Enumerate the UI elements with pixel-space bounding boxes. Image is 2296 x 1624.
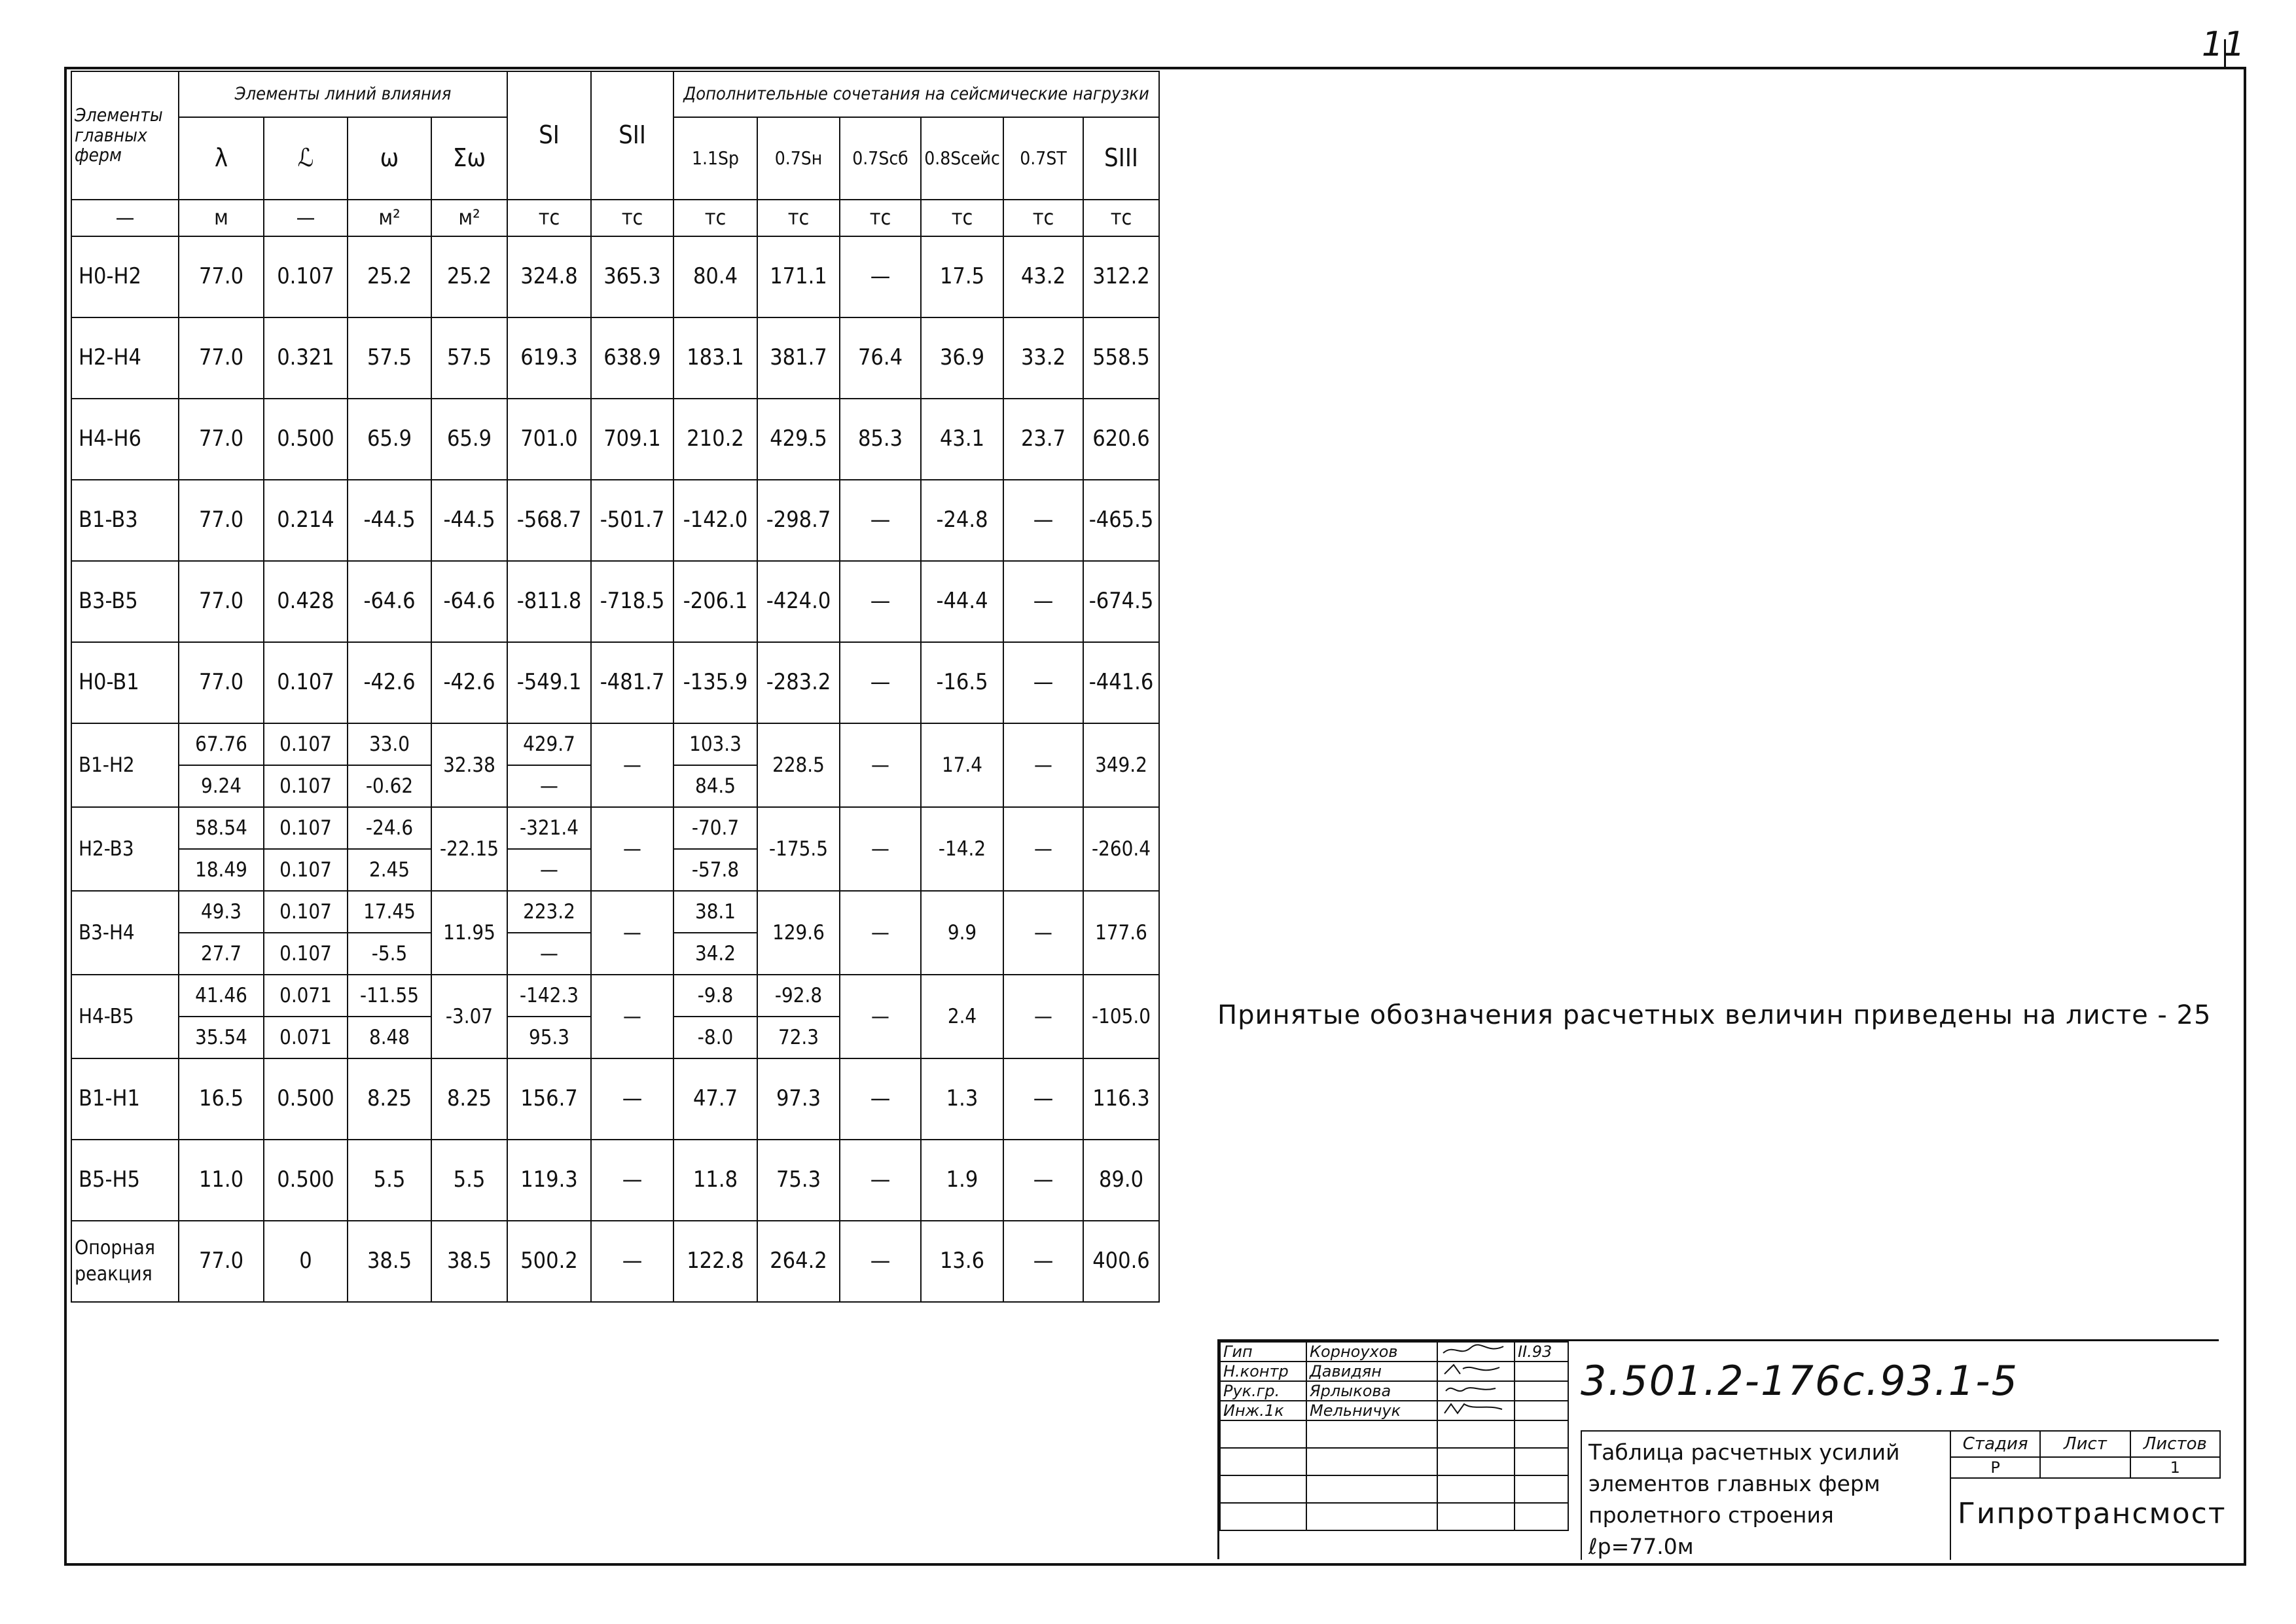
signature-scribble — [1441, 1401, 1506, 1416]
cell-omega: 5.5 — [348, 1140, 431, 1221]
unit-cell: тс — [1083, 200, 1159, 236]
unit-cell: тс — [757, 200, 840, 236]
cell-n07: 228.5 — [757, 723, 840, 807]
table-row — [71, 723, 1159, 765]
header-influence: Элементы линий влияния — [179, 71, 507, 117]
stage-value: Р — [1951, 1458, 2041, 1477]
cell-p11: 103.3 — [673, 723, 757, 765]
cell-S1: — — [507, 933, 591, 975]
date-nkontr — [1515, 1362, 1568, 1381]
symbol-cb07: 0.7Scб — [840, 117, 921, 200]
cell-S3: 558.5 — [1083, 317, 1159, 399]
cell-lambda: 35.54 — [179, 1017, 264, 1058]
table-row — [71, 1140, 1159, 1221]
drawing-title: Таблица расчетных усилий элементов главных ферм пролетного строения ℓp=77.0м — [1581, 1430, 1950, 1560]
cell-L: 0.107 — [264, 723, 348, 765]
cell-n07: -298.7 — [757, 480, 840, 561]
cell-S2: — — [591, 807, 673, 891]
signature-scribble — [1441, 1362, 1506, 1377]
cell-omega: 8.25 — [348, 1058, 431, 1140]
cell-S1: 429.7 — [507, 723, 591, 765]
cell-S3: -105.0 — [1083, 975, 1159, 1058]
table-row — [71, 642, 1159, 723]
sheet-label: Лист — [2041, 1432, 2130, 1456]
forces-table — [71, 71, 1160, 1303]
cell-p11: 47.7 — [673, 1058, 757, 1140]
cell-p11: -206.1 — [673, 561, 757, 642]
cell-S2: — — [591, 891, 673, 975]
cell-L: 0.071 — [264, 975, 348, 1017]
cell-S2: 709.1 — [591, 399, 673, 480]
cell-p11: 34.2 — [673, 933, 757, 975]
cell-cb07: — — [840, 561, 921, 642]
element-name: B1-H1 — [71, 1058, 179, 1140]
cell-lambda: 67.76 — [179, 723, 264, 765]
cell-p11: 183.1 — [673, 317, 757, 399]
cell-sum-omega: 32.38 — [431, 723, 507, 807]
sheets-value: 1 — [2131, 1458, 2221, 1477]
cell-p11: -135.9 — [673, 642, 757, 723]
header-elements: Элементы главных ферм — [71, 71, 179, 200]
cell-cb07: — — [840, 1058, 921, 1140]
cell-L: 0.107 — [264, 807, 348, 849]
cell-lambda: 77.0 — [179, 236, 264, 317]
cell-S1: 223.2 — [507, 891, 591, 933]
signature-table — [1219, 1341, 1569, 1531]
sheet-number: 11 — [2201, 25, 2245, 64]
cell-S3: 177.6 — [1083, 891, 1159, 975]
cell-S3: -465.5 — [1083, 480, 1159, 561]
cell-lambda: 49.3 — [179, 891, 264, 933]
date-gip: II.93 — [1515, 1342, 1568, 1362]
cell-seis08: 17.4 — [921, 723, 1003, 807]
cell-cb07: — — [840, 1221, 921, 1302]
unit-cell: тс — [673, 200, 757, 236]
cell-lambda: 77.0 — [179, 1221, 264, 1302]
cell-S3: 89.0 — [1083, 1140, 1159, 1221]
cell-p11: 122.8 — [673, 1221, 757, 1302]
cell-n07: -283.2 — [757, 642, 840, 723]
cell-lambda: 11.0 — [179, 1140, 264, 1221]
cell-S3: 400.6 — [1083, 1221, 1159, 1302]
table-row — [71, 480, 1159, 561]
cell-S1: -321.4 — [507, 807, 591, 849]
cell-cb07: — — [840, 891, 921, 975]
stage-box — [1950, 1430, 2227, 1560]
table-row — [71, 561, 1159, 642]
symbol-sum-omega: Σω — [431, 117, 507, 200]
cell-S2: -718.5 — [591, 561, 673, 642]
table-row — [71, 317, 1159, 399]
cell-lambda: 18.49 — [179, 849, 264, 891]
cell-lambda: 58.54 — [179, 807, 264, 849]
cell-p11: -9.8 — [673, 975, 757, 1017]
table-row — [71, 399, 1159, 480]
cell-S2: — — [591, 1058, 673, 1140]
stage-label: Стадия — [1951, 1432, 2041, 1456]
cell-lambda: 9.24 — [179, 765, 264, 807]
cell-omega: 65.9 — [348, 399, 431, 480]
cell-cb07: — — [840, 807, 921, 891]
cell-t07: — — [1003, 1058, 1083, 1140]
cell-L: 0 — [264, 1221, 348, 1302]
name-inzh: Мельничук — [1306, 1401, 1437, 1420]
signature — [1437, 1381, 1515, 1401]
cell-S1: 324.8 — [507, 236, 591, 317]
cell-n07: -424.0 — [757, 561, 840, 642]
cell-t07: 23.7 — [1003, 399, 1083, 480]
cell-sum-omega: 57.5 — [431, 317, 507, 399]
cell-S3: -674.5 — [1083, 561, 1159, 642]
cell-omega: -24.6 — [348, 807, 431, 849]
cell-S1: — — [507, 765, 591, 807]
cell-L: 0.500 — [264, 1140, 348, 1221]
symbol-S3: SIII — [1083, 117, 1159, 200]
cell-omega: 8.48 — [348, 1017, 431, 1058]
cell-p11: 38.1 — [673, 891, 757, 933]
cell-p11: -57.8 — [673, 849, 757, 891]
cell-L: 0.214 — [264, 480, 348, 561]
cell-L: 0.321 — [264, 317, 348, 399]
cell-lambda: 41.46 — [179, 975, 264, 1017]
cell-t07: — — [1003, 1140, 1083, 1221]
symbol-n07: 0.7Sн — [757, 117, 840, 200]
cell-t07: — — [1003, 642, 1083, 723]
cell-seis08: 1.3 — [921, 1058, 1003, 1140]
element-name: H4-B5 — [71, 975, 179, 1058]
symbol-p11: 1.1Sp — [673, 117, 757, 200]
cell-lambda: 27.7 — [179, 933, 264, 975]
cell-t07: 33.2 — [1003, 317, 1083, 399]
cell-S1: — — [507, 849, 591, 891]
cell-omega: -44.5 — [348, 480, 431, 561]
cell-seis08: 13.6 — [921, 1221, 1003, 1302]
cell-seis08: 17.5 — [921, 236, 1003, 317]
signature — [1437, 1342, 1515, 1362]
cell-omega: 57.5 — [348, 317, 431, 399]
symbol-seis08: 0.8Sсейс — [921, 117, 1003, 200]
cell-L: 0.071 — [264, 1017, 348, 1058]
cell-p11: -8.0 — [673, 1017, 757, 1058]
header-seismic: Дополнительные сочетания на сейсмические нагрузки — [673, 71, 1159, 117]
element-name: H4-H6 — [71, 399, 179, 480]
cell-lambda: 77.0 — [179, 399, 264, 480]
unit-cell: тс — [507, 200, 591, 236]
element-name: B1-B3 — [71, 480, 179, 561]
cell-t07: — — [1003, 1221, 1083, 1302]
cell-seis08: -44.4 — [921, 561, 1003, 642]
cell-S3: -260.4 — [1083, 807, 1159, 891]
cell-omega: 38.5 — [348, 1221, 431, 1302]
cell-cb07: — — [840, 975, 921, 1058]
cell-omega: -11.55 — [348, 975, 431, 1017]
cell-omega: -0.62 — [348, 765, 431, 807]
cell-L: 0.107 — [264, 236, 348, 317]
cell-t07: — — [1003, 723, 1083, 807]
cell-cb07: — — [840, 1140, 921, 1221]
table-row — [71, 236, 1159, 317]
cell-t07: — — [1003, 561, 1083, 642]
cell-sum-omega: -3.07 — [431, 975, 507, 1058]
role-inzh: Инж.1к — [1220, 1401, 1306, 1420]
symbol-S2: SII — [591, 71, 673, 200]
date-inzh — [1515, 1401, 1568, 1420]
element-name: H2-H4 — [71, 317, 179, 399]
table-row — [71, 891, 1159, 933]
cell-omega: -5.5 — [348, 933, 431, 975]
cell-omega: 2.45 — [348, 849, 431, 891]
cell-S1: -811.8 — [507, 561, 591, 642]
cell-sum-omega: -64.6 — [431, 561, 507, 642]
element-name: Опорная реакция — [71, 1221, 179, 1302]
cell-S1: 156.7 — [507, 1058, 591, 1140]
cell-seis08: 36.9 — [921, 317, 1003, 399]
unit-cell: тс — [840, 200, 921, 236]
cell-sum-omega: 8.25 — [431, 1058, 507, 1140]
cell-cb07: — — [840, 480, 921, 561]
cell-S1: 701.0 — [507, 399, 591, 480]
cell-omega: -42.6 — [348, 642, 431, 723]
title-block — [1217, 1339, 2227, 1559]
cell-sum-omega: -42.6 — [431, 642, 507, 723]
cell-L: 0.107 — [264, 933, 348, 975]
cell-sum-omega: 5.5 — [431, 1140, 507, 1221]
cell-sum-omega: 11.95 — [431, 891, 507, 975]
cell-L: 0.500 — [264, 399, 348, 480]
symbol-lambda: λ — [179, 117, 264, 200]
table-row — [71, 1058, 1159, 1140]
cell-t07: — — [1003, 807, 1083, 891]
unit-cell: тс — [591, 200, 673, 236]
unit-cell: тс — [1003, 200, 1083, 236]
cell-n07: 264.2 — [757, 1221, 840, 1302]
role-nkontr: Н.контр — [1220, 1362, 1306, 1381]
cell-p11: -142.0 — [673, 480, 757, 561]
cell-S2: — — [591, 975, 673, 1058]
cell-omega: 33.0 — [348, 723, 431, 765]
cell-cb07: 85.3 — [840, 399, 921, 480]
cell-L: 0.107 — [264, 765, 348, 807]
cell-sum-omega: 38.5 — [431, 1221, 507, 1302]
cell-seis08: 2.4 — [921, 975, 1003, 1058]
cell-S1: 619.3 — [507, 317, 591, 399]
cell-seis08: 9.9 — [921, 891, 1003, 975]
cell-n07: 75.3 — [757, 1140, 840, 1221]
cell-lambda: 77.0 — [179, 317, 264, 399]
cell-lambda: 77.0 — [179, 480, 264, 561]
cell-S3: 620.6 — [1083, 399, 1159, 480]
cell-seis08: 43.1 — [921, 399, 1003, 480]
cell-seis08: -16.5 — [921, 642, 1003, 723]
cell-cb07: — — [840, 723, 921, 807]
cell-S3: 116.3 — [1083, 1058, 1159, 1140]
unit-cell: — — [264, 200, 348, 236]
signature — [1437, 1401, 1515, 1420]
cell-p11: 11.8 — [673, 1140, 757, 1221]
cell-cb07: — — [840, 642, 921, 723]
cell-S2: -481.7 — [591, 642, 673, 723]
cell-L: 0.500 — [264, 1058, 348, 1140]
symbol-L: ℒ — [264, 117, 348, 200]
cell-S2: 365.3 — [591, 236, 673, 317]
cell-S1: 500.2 — [507, 1221, 591, 1302]
cell-p11: 210.2 — [673, 399, 757, 480]
unit-cell: м — [179, 200, 264, 236]
designation-note: Принятые обозначения расчетных величин приведены на листе - 25 — [1217, 1000, 2212, 1030]
cell-S1: -568.7 — [507, 480, 591, 561]
cell-S2: — — [591, 1140, 673, 1221]
cell-n07: 171.1 — [757, 236, 840, 317]
cell-lambda: 77.0 — [179, 642, 264, 723]
cell-omega: -64.6 — [348, 561, 431, 642]
cell-seis08: -24.8 — [921, 480, 1003, 561]
cell-S3: -441.6 — [1083, 642, 1159, 723]
cell-n07: -92.8 — [757, 975, 840, 1017]
cell-L: 0.428 — [264, 561, 348, 642]
cell-S3: 312.2 — [1083, 236, 1159, 317]
cell-seis08: 1.9 — [921, 1140, 1003, 1221]
cell-n07: 129.6 — [757, 891, 840, 975]
cell-n07: 97.3 — [757, 1058, 840, 1140]
signature-scribble — [1441, 1382, 1506, 1396]
cell-sum-omega: -22.15 — [431, 807, 507, 891]
cell-t07: — — [1003, 480, 1083, 561]
element-name: H0-H2 — [71, 236, 179, 317]
sheets-label: Листов — [2131, 1432, 2221, 1456]
cell-seis08: -14.2 — [921, 807, 1003, 891]
cell-S1: 95.3 — [507, 1017, 591, 1058]
element-name: B3-B5 — [71, 561, 179, 642]
cell-lambda: 16.5 — [179, 1058, 264, 1140]
cell-cb07: 76.4 — [840, 317, 921, 399]
date-rukgr — [1515, 1381, 1568, 1401]
cell-lambda: 77.0 — [179, 561, 264, 642]
element-name: B3-H4 — [71, 891, 179, 975]
table-row — [71, 807, 1159, 849]
cell-n07: 381.7 — [757, 317, 840, 399]
symbol-omega: ω — [348, 117, 431, 200]
table-row — [71, 1221, 1159, 1302]
element-name: B5-H5 — [71, 1140, 179, 1221]
element-name: H2-B3 — [71, 807, 179, 891]
cell-cb07: — — [840, 236, 921, 317]
cell-p11: 80.4 — [673, 236, 757, 317]
cell-omega: 17.45 — [348, 891, 431, 933]
cell-S2: 638.9 — [591, 317, 673, 399]
cell-S3: 349.2 — [1083, 723, 1159, 807]
unit-cell: — — [71, 200, 179, 236]
unit-cell: тс — [921, 200, 1003, 236]
cell-S1: 119.3 — [507, 1140, 591, 1221]
organization: Гипротрансмост — [1958, 1497, 2227, 1530]
cell-S2: — — [591, 723, 673, 807]
cell-sum-omega: 25.2 — [431, 236, 507, 317]
cell-L: 0.107 — [264, 849, 348, 891]
cell-L: 0.107 — [264, 891, 348, 933]
sheet-value — [2041, 1458, 2130, 1477]
cell-n07: 429.5 — [757, 399, 840, 480]
cell-omega: 25.2 — [348, 236, 431, 317]
element-name: B1-H2 — [71, 723, 179, 807]
cell-n07: -175.5 — [757, 807, 840, 891]
unit-cell: м² — [431, 200, 507, 236]
cell-S2: -501.7 — [591, 480, 673, 561]
cell-n07: 72.3 — [757, 1017, 840, 1058]
signature-scribble — [1441, 1343, 1506, 1357]
cell-L: 0.107 — [264, 642, 348, 723]
name-gip: Корноухов — [1306, 1342, 1437, 1362]
cell-t07: — — [1003, 975, 1083, 1058]
signature — [1437, 1362, 1515, 1381]
name-nkontr: Давидян — [1306, 1362, 1437, 1381]
element-name: H0-B1 — [71, 642, 179, 723]
cell-sum-omega: 65.9 — [431, 399, 507, 480]
table-row — [71, 975, 1159, 1017]
role-gip: Гип — [1220, 1342, 1306, 1362]
cell-S1: -549.1 — [507, 642, 591, 723]
cell-S2: — — [591, 1221, 673, 1302]
role-rukgr: Рук.гр. — [1220, 1381, 1306, 1401]
document-code: 3.501.2-176с.93.1-5 — [1581, 1357, 2019, 1405]
cell-S1: -142.3 — [507, 975, 591, 1017]
cell-t07: 43.2 — [1003, 236, 1083, 317]
cell-p11: 84.5 — [673, 765, 757, 807]
name-rukgr: Ярлыкова — [1306, 1381, 1437, 1401]
cell-p11: -70.7 — [673, 807, 757, 849]
symbol-t07: 0.7ST — [1003, 117, 1083, 200]
cell-t07: — — [1003, 891, 1083, 975]
cell-sum-omega: -44.5 — [431, 480, 507, 561]
symbol-S1: SI — [507, 71, 591, 200]
unit-cell: м² — [348, 200, 431, 236]
